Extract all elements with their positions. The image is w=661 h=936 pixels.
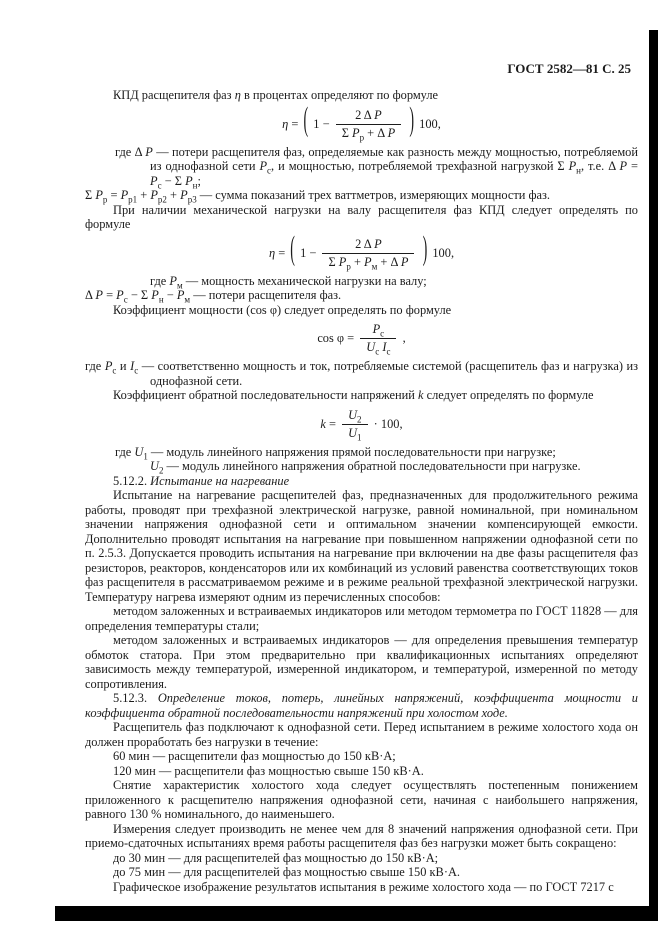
formula-kpd-mech xyxy=(85,232,638,271)
clause-5-12-3-heading: 5.12.3. Определение токов, потерь, линейных напряжений, коэффициента мощности и коэффициента обратной последовательности напряжений при холостом ходе. xyxy=(85,691,638,720)
p-method-2: методом заложенных и встраиваемых индикаторов — для определения превышения температур обмоток статора. При этом предварительно при квалификационных испытаниях определяют зависимость между температурой, измеренной индикатором, и температурой, измеренной по методу сопротивления. xyxy=(85,633,638,691)
p-where-dp: где Δ P — потери расщепителя фаз, определяемые как разность между мощностью, потребляемой из однофазной сети $P_с$, и мощностью, потребляемой трехфазной нагрузкой Σ $P_н$, т.е. Δ $P = P_с - \Sigma$ $P_н$; xyxy=(115,144,639,190)
p-where-pm: где $P_м$ — мощность механической нагрузки на валу; xyxy=(150,273,427,290)
p-75-min: до 75 мин — для расщепителей фаз мощностью свыше 150 кВ·А. xyxy=(113,865,460,879)
p-kpd-intro: КПД расщепителя фаз η в процентах определяют по формуле xyxy=(113,88,439,102)
p-sum-wattmeters: Σ $P_р = P_{р1} + P_{р2} + P_{р3}$ — сумма показаний трех ваттметров, измеряющих мощности фаз. xyxy=(85,188,550,205)
p-cos-intro: Коэффициент мощности (cos φ) следует определять по формуле xyxy=(113,302,452,317)
fraction-numerator: 2 Δ P xyxy=(336,108,402,125)
scan-artifact-bottom-bar xyxy=(55,906,658,921)
p-graphic-results: Графическое изображение результатов испытания в режиме холостого хода — по ГОСТ 7217 с xyxy=(113,879,614,894)
formula-term: 1 − xyxy=(300,245,317,260)
formula-k-unbalance xyxy=(85,408,638,441)
fraction-numerator: $P_с$ xyxy=(360,322,396,339)
scan-artifact-right-bar xyxy=(649,30,658,921)
fraction-numerator: 2 Δ P xyxy=(322,237,414,254)
fraction xyxy=(322,237,414,270)
p-characteristics: Снятие характеристик холостого хода следует осуществлять постепенным понижением приложенного к расщепителю напряжения однофазной сети, начиная с наибольшего напряжения, равного 130 % номинального, до наименьшего. xyxy=(85,778,638,821)
formula-cos-phi xyxy=(85,322,638,355)
fraction-numerator: $U_2$ xyxy=(342,408,367,425)
p-where-u1: где $U_1$ — модуль линейного напряжения прямой последовательности при нагрузке; xyxy=(115,444,556,461)
clause-5-12-2-heading: 5.12.2. Испытание на нагревание xyxy=(113,473,290,488)
formula-multiplier: · 100, xyxy=(373,416,403,431)
formula-lhs: cos φ = xyxy=(317,331,358,345)
formula-lhs: η = xyxy=(268,245,289,260)
formula-lhs: k = xyxy=(320,416,340,431)
formula-multiplier: 100, xyxy=(419,116,441,131)
fraction xyxy=(342,408,367,441)
formula-kpd-load xyxy=(85,103,638,142)
fraction-denominator: $U_с$ $I_с$ xyxy=(366,340,391,357)
p-30-min: до 30 мин — для расщепителей фаз мощностью до 150 кВ·А; xyxy=(113,850,439,865)
p-heating-test: Испытание на нагревание расщепителей фаз, предназначенных для продолжительного режима работы, проводят при трехфазной электрической нагрузке, равной номинальной, при номинальном значении напряжения однофазной сети и оптимальном значении компенсирующей емкости. Дополнительно проводят испытания на нагревание при повышенном напряжении однофазной сети по п. 2.5.3. Допускается проводить испытания на нагревание при включении на две фазы расщепителя фаз резисторов, реакторов, конденсаторов или их комбинаций из условий равенства соответствующих токов фаз расщепителя в рассматриваемом режиме и в режиме реальной трехфазной электрической нагрузки. Температуру нагрева измеряют одним из перечисленных способов: xyxy=(85,488,638,604)
p-no-load-intro: Расщепитель фаз подключают к однофазной сети. Перед испытанием в режиме холостого хода он должен проработать без нагрузки в течение: xyxy=(85,720,638,749)
p-method-1: методом заложенных и встраиваемых индикаторов или методом термометра по ГОСТ 11828 — для определения температуры стали; xyxy=(85,604,638,633)
p-k-intro: Коэффициент обратной последовательности напряжений k следует определять по формуле xyxy=(113,388,594,402)
p-losses: Δ $P = P_с - \Sigma$ $P_н - P_м$ — потери расщепителя фаз. xyxy=(85,288,342,305)
formula-comma: , xyxy=(402,331,406,345)
formula-multiplier: 100, xyxy=(432,245,455,260)
p-mech-load: При наличии механической нагрузки на валу расщепителя фаз КПД следует определять по формуле xyxy=(85,202,638,231)
formula-lhs: η = xyxy=(282,116,302,131)
p-where-pc-ic: где $P_с$ и $I_с$ — соответственно мощность и ток, потребляемые системой (расщепитель фаз и нагрузка) из однофазной сети. xyxy=(85,359,639,388)
p-60-min: 60 мин — расщепители фаз мощностью до 150 кВ·А; xyxy=(113,749,396,763)
fraction-denominator: Σ $P_р + P_м + \Delta$ P xyxy=(328,254,409,271)
left-paren: ( xyxy=(303,103,309,140)
fraction xyxy=(336,108,402,141)
formula-term: 1 − xyxy=(313,116,330,131)
fraction xyxy=(360,322,396,355)
document-body xyxy=(85,88,638,894)
p-measurements: Измерения следует производить не менее чем для 8 значений напряжения однофазной сети. При приемо-сдаточных испытаниях время работы расщепителя фаз без нагрузки может быть сокращено: xyxy=(85,821,638,850)
right-paren: ) xyxy=(422,232,428,269)
right-paren: ) xyxy=(409,103,415,140)
p-120-min: 120 мин — расщепители фаз мощностью свыше 150 кВ·А. xyxy=(113,763,424,778)
fraction-denominator: Σ $P_р + \Delta$ P xyxy=(341,125,396,142)
page-header-gost-number: ГОСТ 2582—81 С. 25 xyxy=(507,61,631,76)
left-paren: ( xyxy=(290,232,295,269)
p-where-u2: $U_2$ — модуль линейного напряжения обратной последовательности при нагрузке. xyxy=(150,459,581,476)
fraction-denominator: $U_1$ xyxy=(348,425,362,442)
